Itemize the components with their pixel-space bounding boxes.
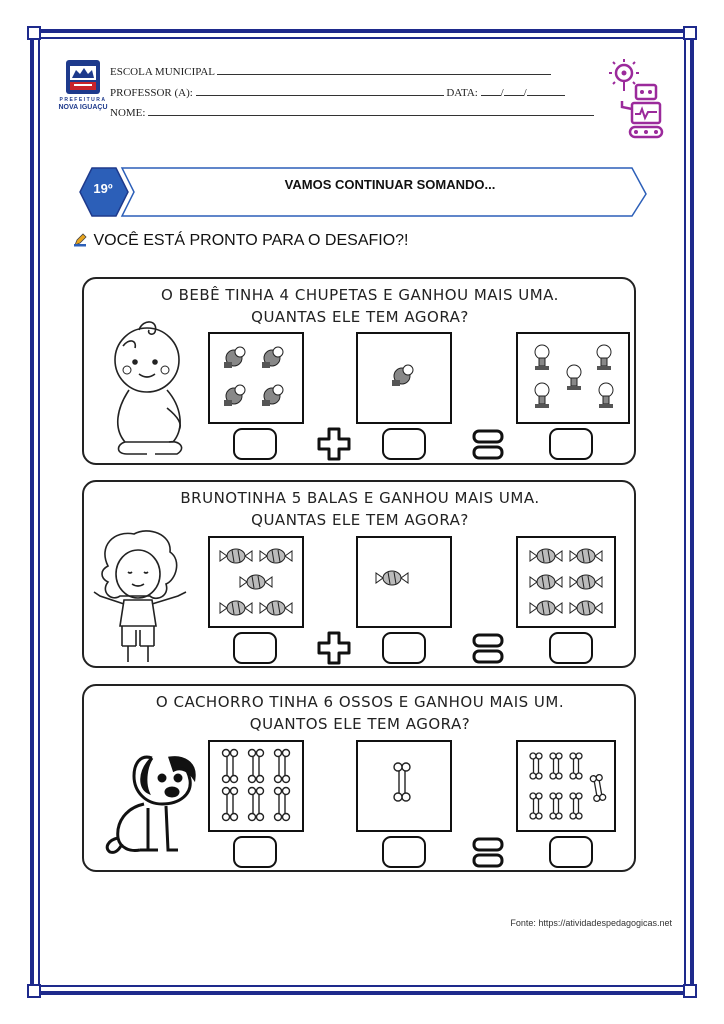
problem-2-second-box — [356, 536, 452, 628]
city-logo — [60, 58, 106, 120]
logo-text-city: NOVA IGUAÇU — [58, 104, 108, 111]
challenge-intro — [73, 232, 409, 250]
problem-3-line-1: O CACHORRO TINHA 6 OSSOS E GANHOU MAIS UM. — [155, 693, 565, 711]
equals-icon — [472, 836, 504, 870]
challenge-intro-text: VOCÊ ESTÁ PRONTO PARA O DESAFIO?! — [93, 232, 409, 249]
activity-title: VAMOS CONTINUAR SOMANDO... — [284, 177, 496, 192]
problem-3-line-2: QUANTOS ELE TEM AGORA? — [249, 715, 471, 733]
problem-1-result-items — [518, 334, 628, 422]
equals-icon — [472, 632, 504, 666]
problem-3-first-items — [210, 742, 302, 830]
pacifier-icon — [535, 345, 613, 408]
teacher-date-field: PROFESSOR (A): DATA: / / — [110, 85, 565, 99]
problem-2-answer-result[interactable] — [549, 632, 593, 664]
candy-icon — [220, 549, 292, 615]
problem-2-first-items — [210, 538, 302, 626]
activity-number: 19º — [93, 181, 113, 196]
date-month-blank[interactable] — [504, 85, 524, 96]
problem-1-answer-result[interactable] — [549, 428, 593, 460]
date-label: DATA: — [446, 87, 478, 99]
school-label: ESCOLA MUNICIPAL — [110, 66, 215, 78]
problem-1-answer-first[interactable] — [233, 428, 277, 460]
problem-1-line-1: O BEBÊ TINHA 4 CHUPETAS E GANHOU MAIS UMA. — [161, 286, 559, 304]
bone-icon — [223, 750, 290, 821]
problem-1-second-box — [356, 332, 452, 424]
robot-icon — [606, 57, 666, 143]
pacifier-icon — [392, 365, 413, 386]
problem-3-answer-first[interactable] — [233, 836, 277, 868]
candy-icon — [530, 549, 602, 615]
problem-1-answer-second[interactable] — [382, 428, 426, 460]
pacifier-icon — [224, 347, 283, 406]
school-field — [110, 64, 551, 78]
candy-icon — [376, 571, 408, 585]
problem-3-answer-result[interactable] — [549, 836, 593, 868]
problem-2-result-items — [518, 538, 614, 626]
child-illustration — [90, 526, 194, 666]
plus-icon — [316, 426, 352, 462]
corner-ornament-bottom-left — [27, 984, 41, 998]
problem-2-answer-second[interactable] — [382, 632, 426, 664]
dog-illustration — [100, 748, 200, 858]
problem-3-answer-second[interactable] — [382, 836, 426, 868]
problem-2-first-box — [208, 536, 304, 628]
date-year-blank[interactable] — [527, 85, 565, 96]
problem-1-second-items — [358, 334, 450, 422]
logo-text-prefeitura: PREFEITURA — [59, 97, 107, 103]
teacher-label: PROFESSOR (A): — [110, 87, 193, 99]
problem-1-first-box — [208, 332, 304, 424]
problem-2-line-2: QUANTAS ELE TEM AGORA? — [251, 511, 469, 529]
school-blank[interactable] — [217, 64, 551, 75]
problem-2-second-items — [358, 538, 450, 626]
problem-1-line-2: QUANTAS ELE TEM AGORA? — [251, 308, 469, 326]
teacher-blank[interactable] — [196, 85, 444, 96]
problem-2-answer-first[interactable] — [233, 632, 277, 664]
source-credit: Fonte: https://atividadespedagogicas.net — [510, 918, 672, 928]
corner-ornament-top-right — [683, 26, 697, 40]
problem-3-second-items — [358, 742, 450, 830]
date-day-blank[interactable] — [481, 85, 501, 96]
problem-1-result-box — [516, 332, 630, 424]
bone-icon — [530, 753, 606, 819]
corner-ornament-top-left — [27, 26, 41, 40]
bone-icon — [394, 763, 410, 801]
problem-3-second-box — [356, 740, 452, 832]
equals-icon — [472, 428, 504, 462]
name-blank[interactable] — [148, 105, 594, 116]
problem-3-question — [100, 691, 620, 735]
problem-3-first-box — [208, 740, 304, 832]
problem-2-result-box — [516, 536, 616, 628]
pencil-icon — [73, 233, 87, 247]
problem-2-question — [100, 487, 620, 531]
problem-2-line-1: BRUNOTINHA 5 BALAS E GANHOU MAIS UMA. — [180, 489, 540, 507]
plus-icon — [316, 630, 352, 666]
baby-illustration — [103, 318, 199, 458]
problem-3-result-items — [518, 742, 614, 830]
problem-1-first-items — [210, 334, 302, 422]
problem-3-result-box — [516, 740, 616, 832]
name-label: NOME: — [110, 107, 146, 119]
corner-ornament-bottom-right — [683, 984, 697, 998]
name-field — [110, 105, 594, 119]
